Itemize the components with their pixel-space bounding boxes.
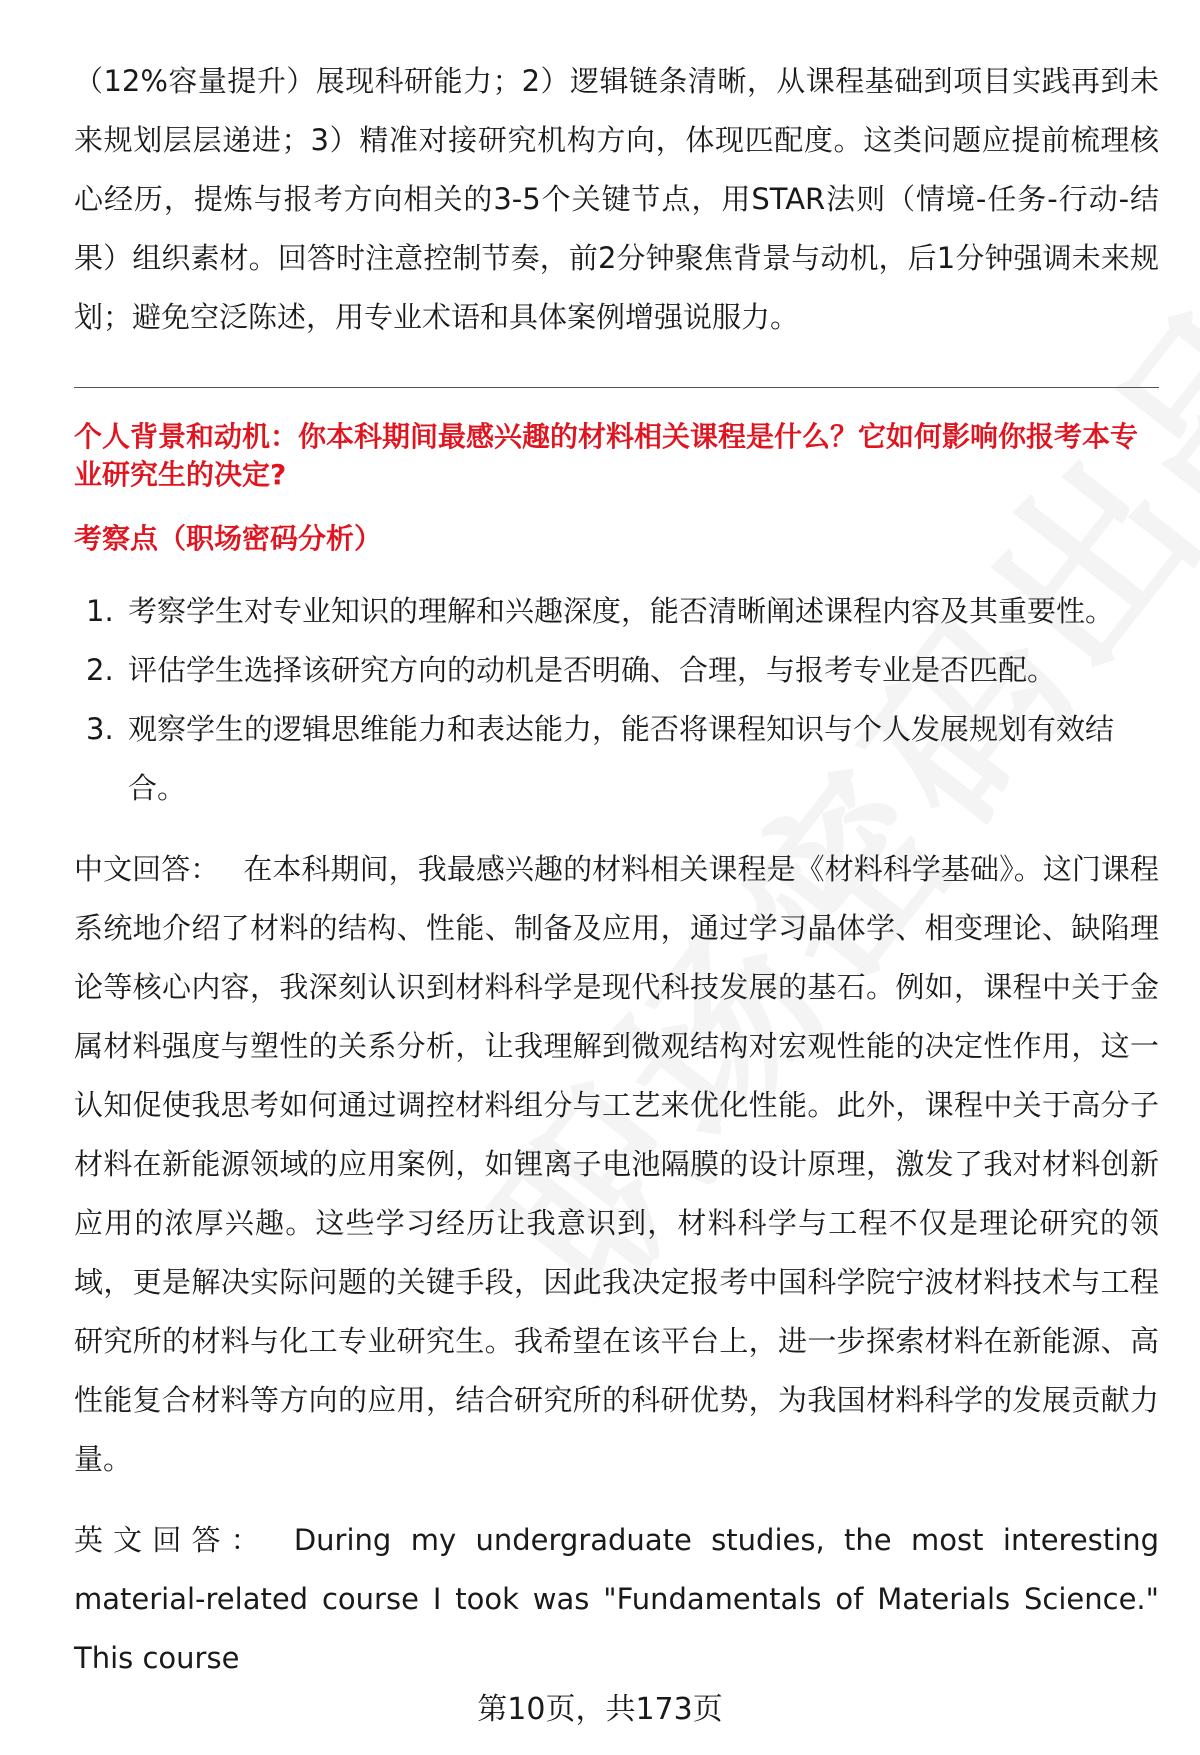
chinese-answer-label: 中文回答： <box>74 852 220 886</box>
intro-paragraph: （12%容量提升）展现科研能力；2）逻辑链条清晰，从课程基础到项目实践再到未来规划层层递进；3）精准对接研究机构方向，体现匹配度。这类问题应提前梳理核心经历，提炼与报考方向相关的3-5个关键节点，用STAR法则（情境-任务-行动-结果）组织素材。回答时注意控制节奏，前2分钟聚焦背景与动机，后1分钟强调未来规划；避免空泛陈述，用专业术语和具体案例增强说服力。 <box>74 64 1159 334</box>
assessment-item-text: 观察学生的逻辑思维能力和表达能力，能否将课程知识与个人发展规划有效结合。 <box>128 712 1115 805</box>
assessment-item <box>74 700 1159 818</box>
assessment-list <box>74 582 1159 818</box>
document-page <box>74 52 1159 1688</box>
assessment-item-text: 评估学生选择该研究方向的动机是否明确、合理，与报考专业是否匹配。 <box>128 653 1057 687</box>
assessment-item <box>74 641 1159 700</box>
section-divider <box>74 387 1159 388</box>
english-answer-label: 英文回答： <box>74 1523 270 1557</box>
chinese-answer <box>74 840 1159 1489</box>
english-answer <box>74 1511 1159 1688</box>
assessment-item-number: 3. <box>86 712 114 746</box>
assessment-heading: 考察点（职场密码分析） <box>74 522 383 555</box>
interview-question: 个人背景和动机：你本科期间最感兴趣的材料相关课程是什么？它如何影响你报考本专业研究生的决定? <box>74 420 1139 491</box>
page-number-footer: 第10页，共173页 <box>477 1692 723 1727</box>
assessment-item <box>74 582 1159 641</box>
assessment-item-text: 考察学生对专业知识的理解和兴趣深度，能否清晰阐述课程内容及其重要性。 <box>128 594 1115 628</box>
english-answer-text: During my undergraduate studies, the most interesting material-related course I took was "Fundamentals of Materials Science." This course <box>74 1523 1159 1675</box>
chinese-answer-text: 在本科期间，我最感兴趣的材料相关课程是《材料科学基础》。这门课程系统地介绍了材料的结构、性能、制备及应用，通过学习晶体学、相变理论、缺陷理论等核心内容，我深刻认识到材料科学是现代科技发展的基石。例如，课程中关于金属材料强度与塑性的关系分析，让我理解到微观结构对宏观性能的决定性作用，这一认知促使我思考如何通过调控材料组分与工艺来优化性能。此外，课程中关于高分子材料在新能源领域的应用案例，如锂离子电池隔膜的设计原理，激发了我对材料创新应用的浓厚兴趣。这些学习经历让我意识到，材料科学与工程不仅是理论研究的领域，更是解决实际问题的关键手段，因此我决定报考中国科学院宁波材料技术与工程研究所的材料与化工专业研究生。我希望在该平台上，进一步探索材料在新能源、高性能复合材料等方向的应用，结合研究所的科研优势，为我国材料科学的发展贡献力量。 <box>74 852 1159 1476</box>
assessment-item-number: 2. <box>86 653 114 687</box>
assessment-item-number: 1. <box>86 594 114 628</box>
